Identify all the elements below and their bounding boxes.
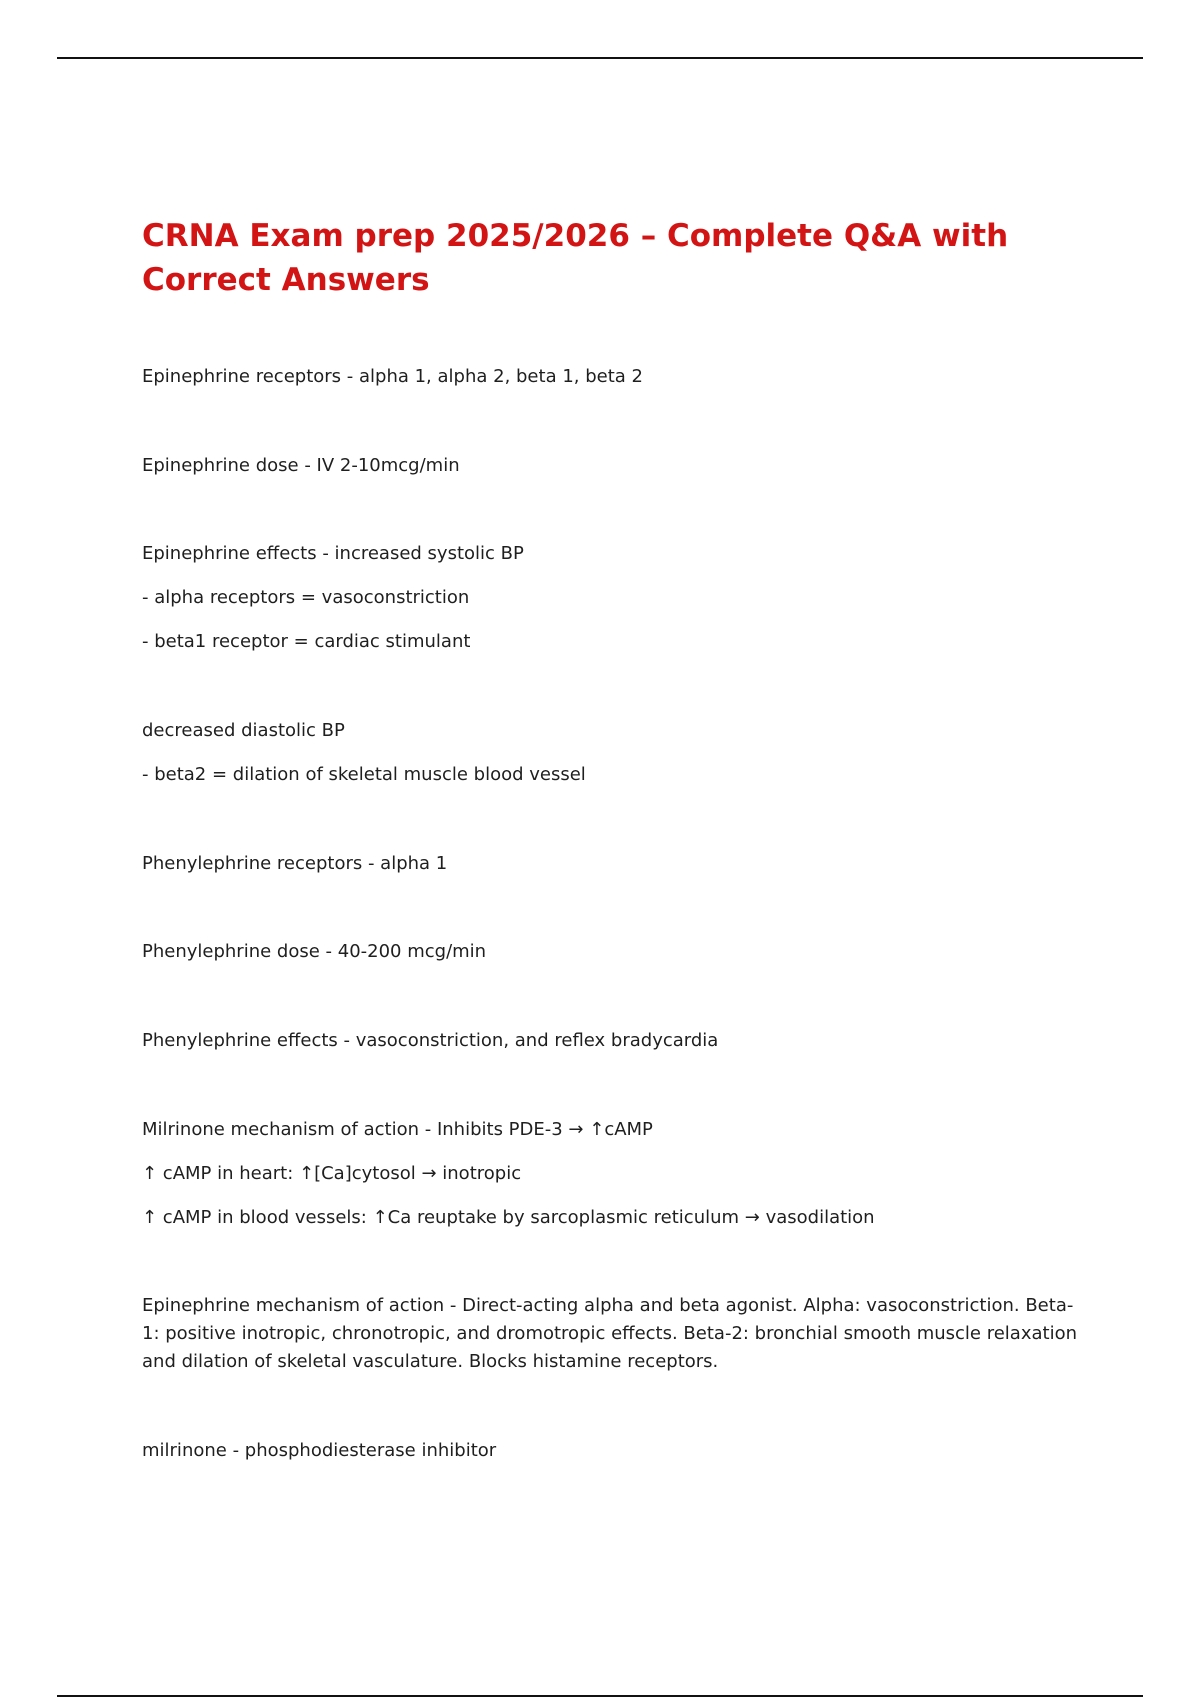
qa-epinephrine-effects: Epinephrine effects - increased systolic BP — [142, 543, 524, 564]
qa-phenylephrine-effects: Phenylephrine effects - vasoconstriction, and reflex bradycardia — [142, 1030, 719, 1051]
bottom-rule — [57, 1695, 1143, 1697]
qa-milrinone-mechanism: Milrinone mechanism of action - Inhibits PDE-3 → ↑cAMP — [142, 1119, 653, 1140]
qa-epinephrine-receptors: Epinephrine receptors - alpha 1, alpha 2, beta 1, beta 2 — [142, 366, 643, 387]
document-title: CRNA Exam prep 2025/2026 – Complete Q&A with Correct Answers — [142, 218, 1009, 298]
qa-phenylephrine-dose: Phenylephrine dose - 40-200 mcg/min — [142, 941, 487, 962]
qa-beta2-dilation: - beta2 = dilation of skeletal muscle blood vessel — [142, 764, 586, 785]
qa-epinephrine-dose: Epinephrine dose - IV 2-10mcg/min — [142, 455, 460, 476]
qa-milrinone-class: milrinone - phosphodiesterase inhibitor — [142, 1440, 497, 1461]
qa-camp-heart: ↑ cAMP in heart: ↑[Ca]cytosol → inotropic — [142, 1163, 522, 1184]
qa-epinephrine-effects-alpha: - alpha receptors = vasoconstriction — [142, 587, 470, 608]
qa-epinephrine-effects-beta1: - beta1 receptor = cardiac stimulant — [142, 631, 471, 652]
qa-epinephrine-mechanism: Epinephrine mechanism of action - Direct-acting alpha and beta agonist. Alpha: vasoconstriction. Beta-1: positive inotropic, chronotropic, and dromotropic effects. Beta-2: bronchial smooth muscle relaxation and dilation of skeletal vasculature. Blocks histamine receptors. — [142, 1295, 1077, 1372]
qa-decreased-diastolic: decreased diastolic BP — [142, 720, 345, 741]
qa-camp-blood-vessels: ↑ cAMP in blood vessels: ↑Ca reuptake by sarcoplasmic reticulum → vasodilation — [142, 1207, 875, 1228]
top-rule — [57, 57, 1143, 59]
qa-phenylephrine-receptors: Phenylephrine receptors - alpha 1 — [142, 853, 448, 874]
